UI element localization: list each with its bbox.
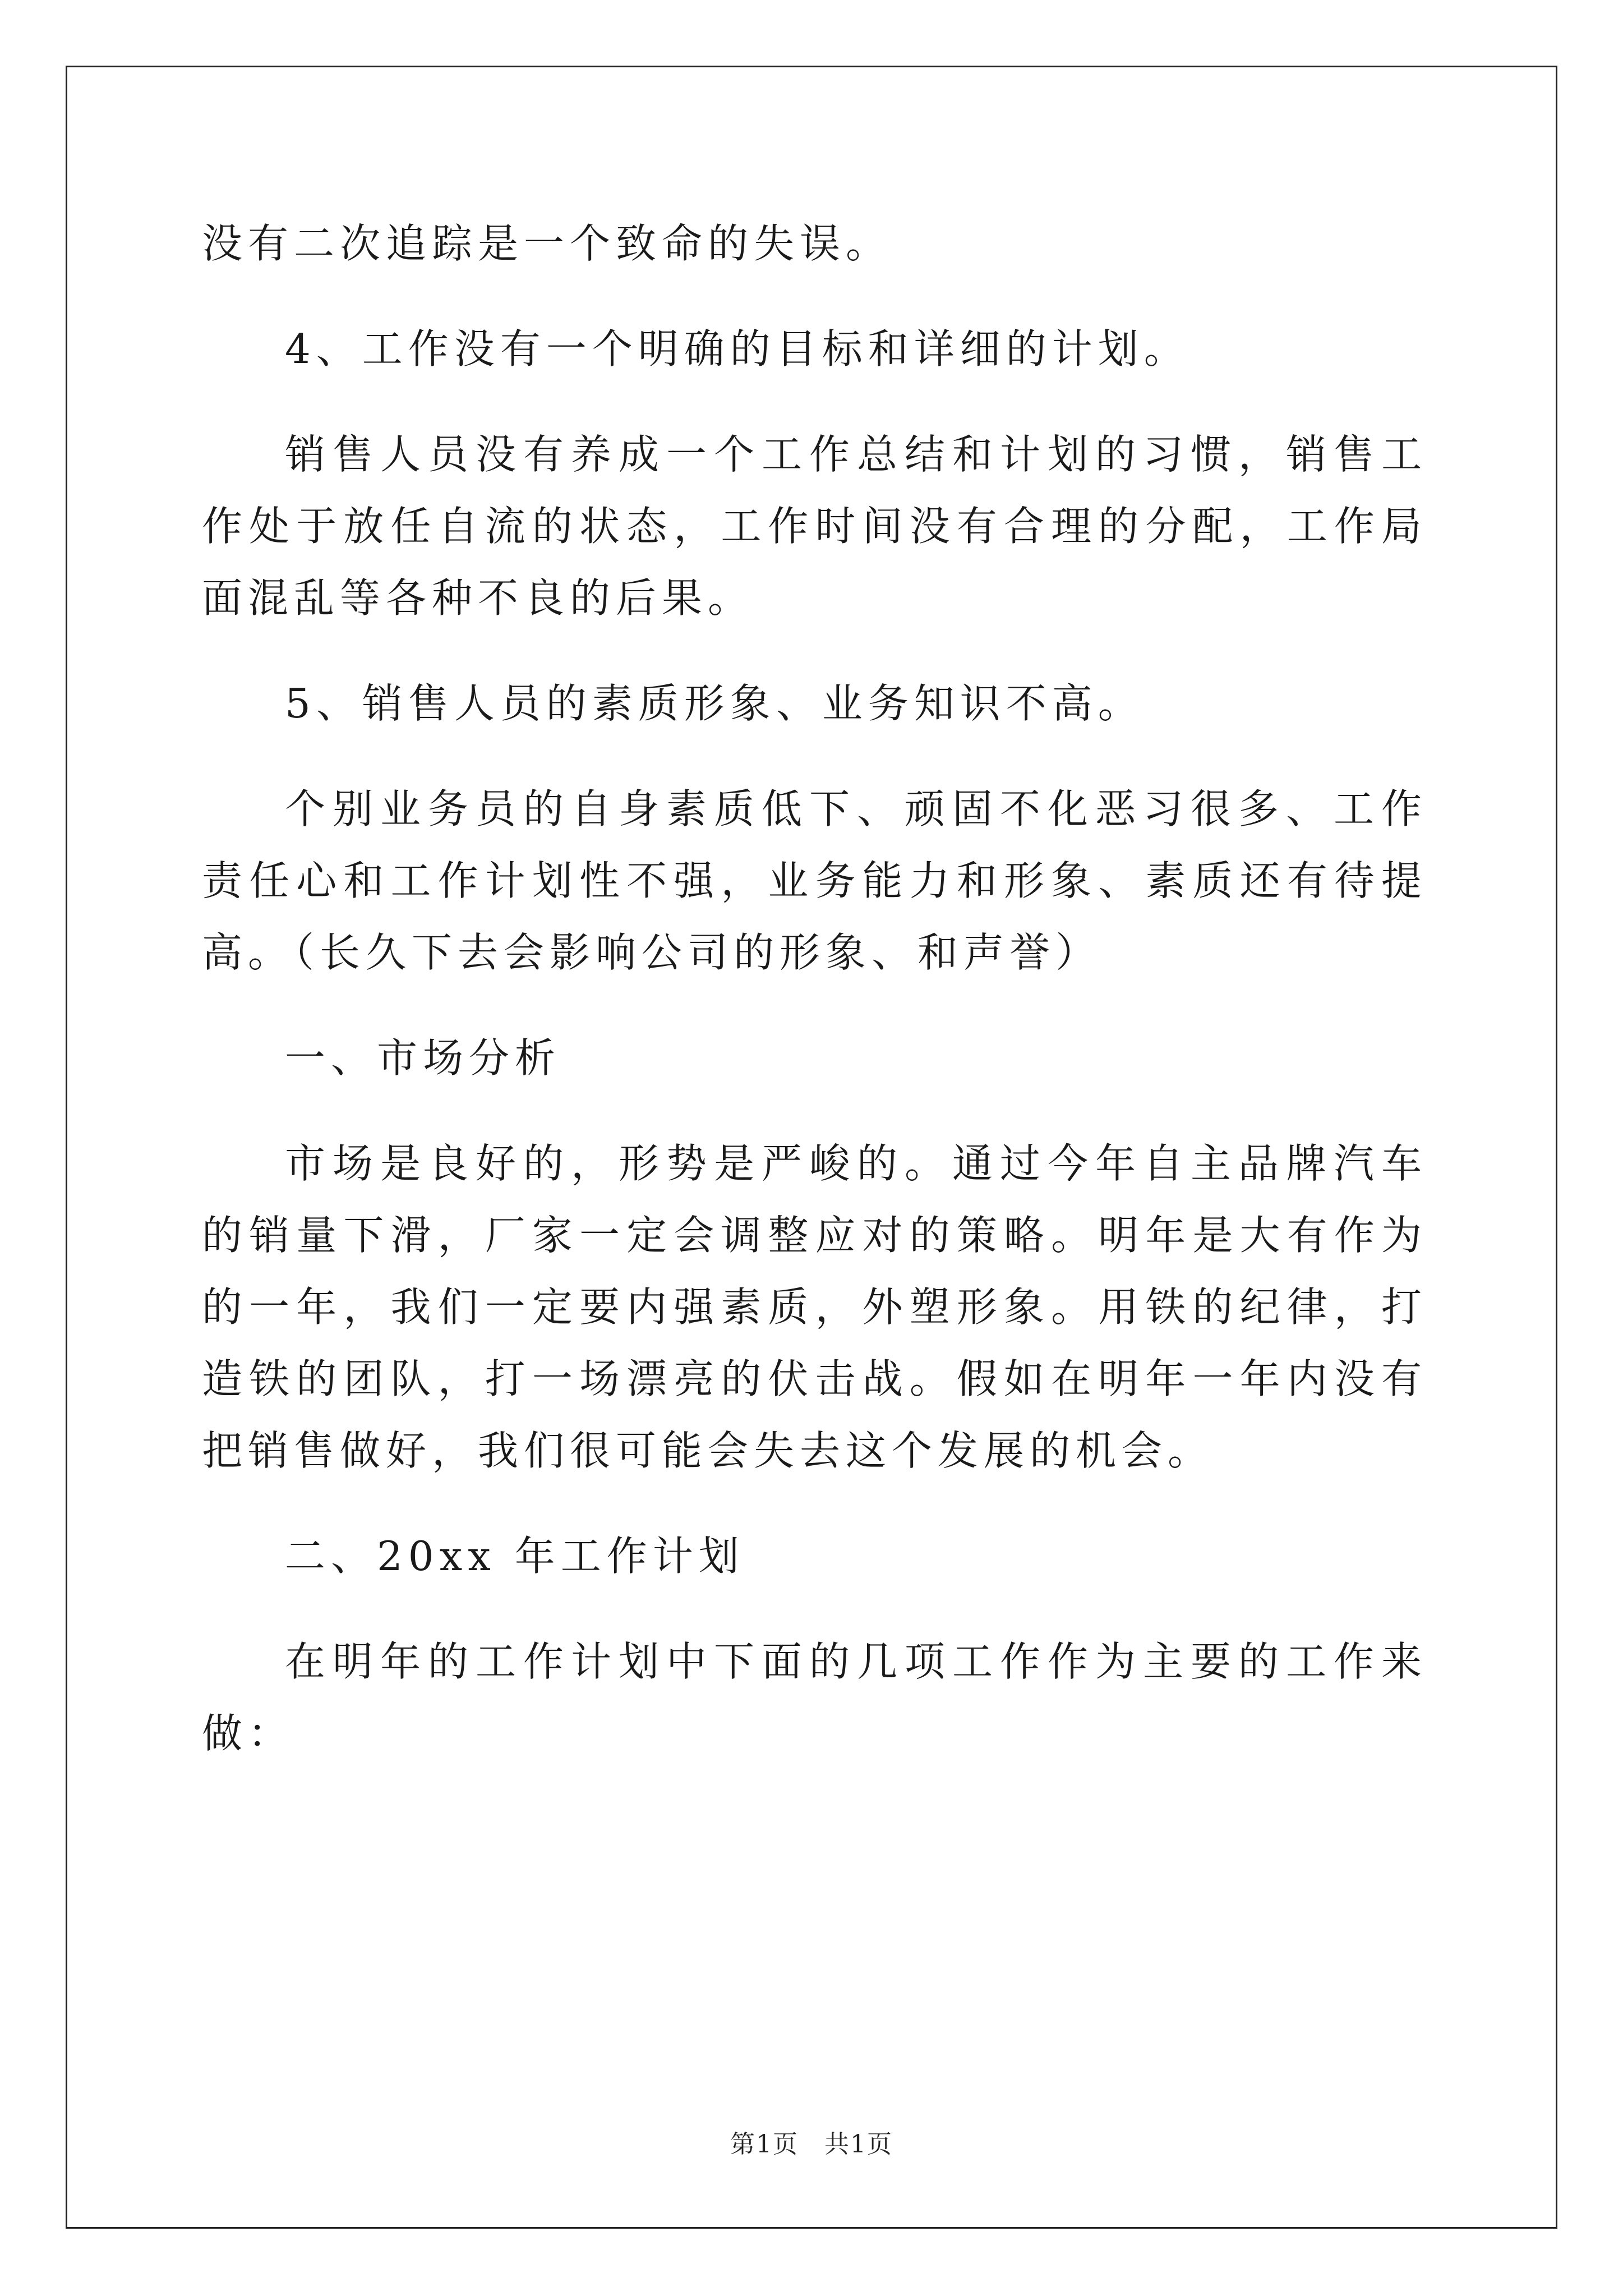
list-heading: 4、工作没有一个明确的目标和详细的计划。 [285,325,1190,372]
section-heading: 一、市场分析 [285,1034,561,1082]
document-body [202,208,1427,1803]
page-number-footer: 第1页 共1页 [730,2130,893,2159]
paragraph: 销售人员没有养成一个工作总结和计划的习惯，销售工作处于放任自流的状态，工作时间没有合理的分配，工作局面混乱等各种不良的后果。 [202,431,1427,622]
list-heading: 5、销售人员的素质形象、业务知识不高。 [285,680,1144,727]
paragraph: 没有二次追踪是一个致命的失误。 [202,220,892,267]
paragraph: 个别业务员的自身素质低下、顽固不化恶习很多、工作责任心和工作计划性不强，业务能力和形象、素质还有待提高。（长久下去会影响公司的形象、和声誉） [202,785,1427,976]
section-heading: 二、20xx 年工作计划 [285,1533,745,1580]
paragraph: 在明年的工作计划中下面的几项工作作为主要的工作来做： [202,1638,1427,1757]
paragraph: 市场是良好的，形势是严峻的。通过今年自主品牌汽车的销量下滑，厂家一定会调整应对的策略。明年是大有作为的一年，我们一定要内强素质，外塑形象。用铁的纪律，打造铁的团队，打一场漂亮的伏击战。假如在明年一年内没有把销售做好，我们很可能会失去这个发展的机会。 [202,1140,1427,1474]
